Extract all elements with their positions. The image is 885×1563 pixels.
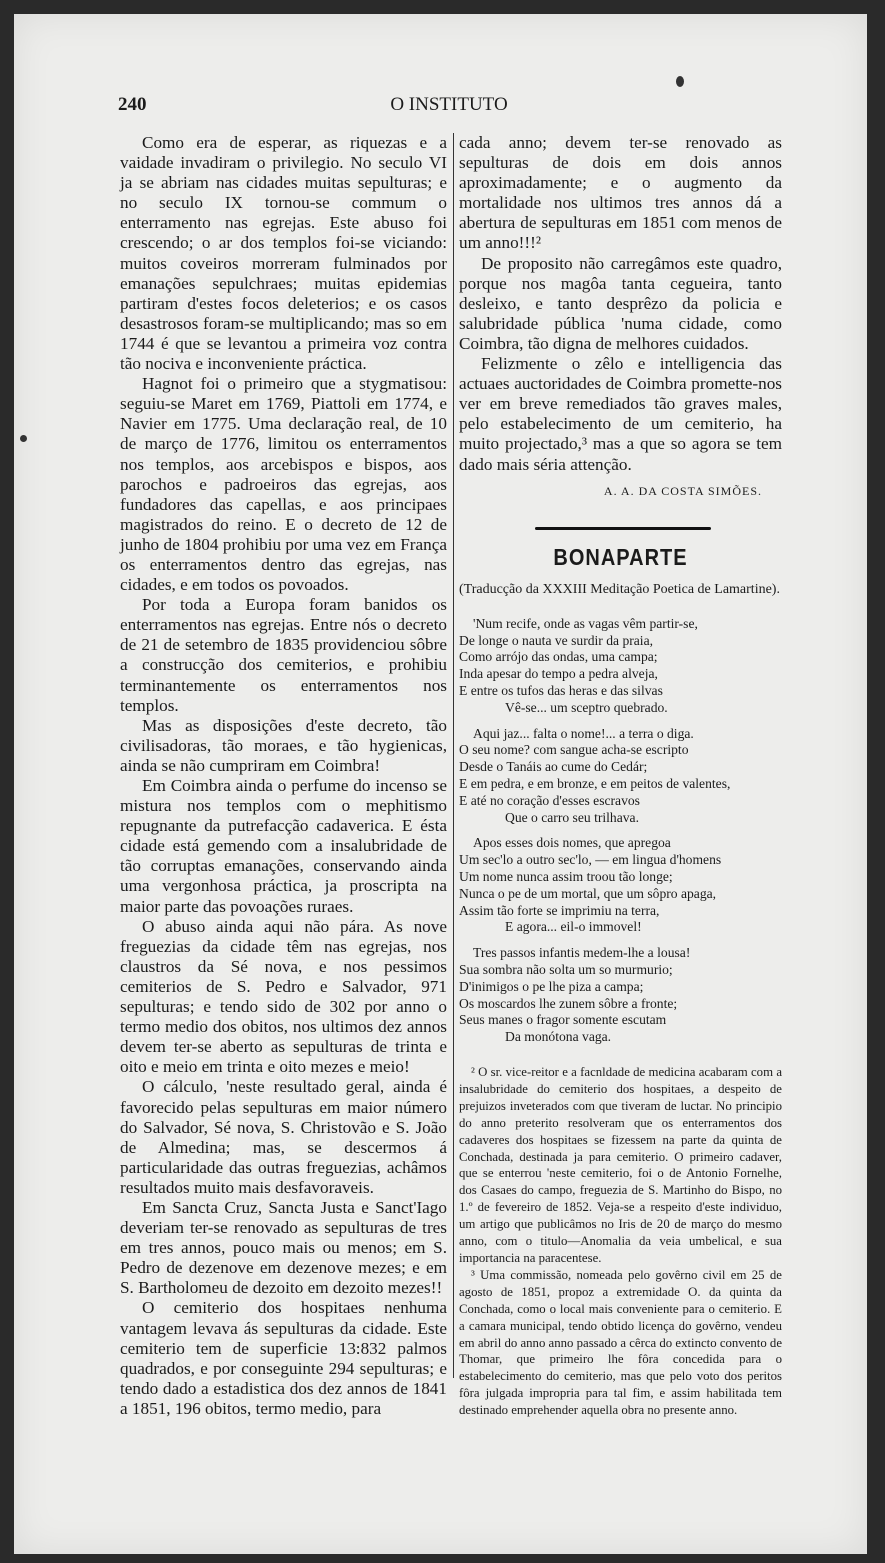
column-divider [453,133,454,1378]
ink-dot [20,435,27,442]
verse-line: Desde o Tanáis ao cume do Cedár; [459,759,648,775]
footnote: ³ Uma commissão, nomeada pelo govêrno civil em 25 de agosto de 1851, propoz a extremidade O. da quinta da Conchada, como o local mais conveniente para o cemiterio. E a camara municipal, tendo obtido licença do govêrno, vendeu em abril do anno anno passado a cêrca do extincto convento de Thomar, que primeiro lhe fôra concedida para o estabelecimento do cemiterio, mas que pelo voto dos peritos fôra julgada impropria para tal fim, e assim habilitada tem destinado emprehender aquella obra no presente anno. [459,1267,783,1418]
verse-line: E em pedra, e em bronze, e em peitos de valentes, [459,776,731,792]
verse-line: Nunca o pe de um mortal, que um sôpro apaga, [459,885,717,901]
verse-line: Assim tão forte se imprimiu na terra, [459,902,660,918]
verse-line: E agora... eil-o immovel! [505,919,642,935]
stanza [459,835,782,936]
footnote: ² O sr. vice-reitor e a facnldade de medicina acabaram com a insalubridade do cemiterio dos hospitaes, a despeito de prejuizos inveterados com que tiveram de luctar. No principio do anno preterito resolveram que os enterramentos dos cadaveres dos hospitaes se fizessem na parte da quinta de Conchada, destinada ja para cemiterio. O primeiro cadaver, que se enterrou 'neste cemiterio, foi o de Antonio Fornelhe, dos Casaes do campo, freguezia de S. Martinho do Bispo, no 1.º de fevereiro de 1852. Veja-se a respeito d'este individuo, um artigo que publicâmos no Iris de 20 de março do mesmo anno, com o titulo—Anomalia da veia umbelical, e sua importancia na paracentese. [459,1065,782,1265]
page-number: 240 [118,94,147,115]
section-divider [535,527,711,530]
paragraph: Como era de esperar, as riquezas e a vaidade invadiram o privilegio. No seculo VI ja se abriam nas cidades muitas sepulturas; e no seculo IX tornou-se commum o enterramento nas egrejas. Este abuso foi crescendo; o ar dos templos foi-se viciando: muitos coveiros morreram fulminados por emanações sepulchraes; muitas epidemias partiram d'estes focos deleterios; e os casos desastrosos foram-se multiplicando; mas so em 1744 é que se levantou a primeira voz contra tão nociva e inconveniente práctica. [120,133,447,374]
paragraph: Felizmente o zêlo e intelligencia das actuaes auctoridades de Coimbra promette-nos ver em breve remediados tão graves males, pelo estabelecimento de um cemiterio, ha muito projectado,³ mas a que so agora se tem dado mais séria attenção. [459,354,782,474]
poem-title: BONAPARTE [553,545,688,571]
paragraph-continuation: cada anno; devem ter-se renovado as sepulturas de dois em dois annos aproximadamente; e o augmento da mortalidade nos ultimos tres annos dá a abertura de sepulturas em 1851 com menos de um anno!!!² [459,133,782,253]
ink-stain [676,76,684,87]
paragraph: Em Coimbra ainda o perfume do incenso se mistura nos templos com o mephitismo repugnante da putrefacção cadaverica. E ésta cidade está gemendo com a insalubridade de tão corruptas emanações, conservando ainda uma vergonhosa práctica, ja proscripta na maior parte das povoações ruraes. [120,776,447,916]
verse-line: Um nome nunca assim troou tão longe; [459,869,673,885]
verse-line: Apos esses dois nomes, que apregoa [473,835,671,851]
right-column [459,133,782,1419]
paragraph: Em Sancta Cruz, Sancta Justa e Sanct'Iago deveriam ter-se renovado as sepulturas de tres em tres annos, pouco mais ou menos; em S. Pedro de dezenove em dezenove mezes; e em S. Bartholomeu de dezoito em dezoito mezes!! [120,1197,447,1298]
paragraph: O abuso ainda aqui não pára. As nove freguezias da cidade têm nas egrejas, nos claustros da Sé nova, e nos pessimos cemiterios de S. Pedro e Salvador, 971 sepulturas; e tendo sido de 302 por anno o termo medio dos obitos, nos ultimos dez annos devem ter-se aberto as sepulturas de trinta e oito e meio em trinta e oito mezes e meio! [120,916,447,1077]
paragraph: Por toda a Europa foram banidos os enterramentos nas egrejas. Entre nós o decreto de 21 de setembro de 1835 providenciou sôbre a construcção dos cemiterios, e prohibiu terminantemente os enterramentos nos templos. [120,595,447,715]
verse-line: Os moscardos lhe zunem sôbre a fronte; [459,995,678,1011]
verse-line: Como arrójo das ondas, uma campa; [459,649,658,665]
page-header [118,94,780,120]
verse-line: D'inimigos o pe lhe piza a campa; [459,978,644,994]
author-signature: A. A. DA COSTA SIMÕES. [603,483,762,498]
verse-line: O seu nome? com sangue acha-se escripto [459,742,689,758]
stanza [459,945,782,1046]
verse-line: Sua sombra não solta um so murmurio; [459,962,673,978]
verse-line: E entre os tufos das heras e das silvas [459,683,663,699]
verse-line: Inda apesar do tempo a pedra alveja, [459,666,658,682]
verse-line: Da monótona vaga. [505,1029,612,1045]
running-title: O INSTITUTO [390,94,508,115]
verse-line: Seus manes o fragor somente escutam [459,1012,667,1028]
verse-line: Um sec'lo a outro sec'lo, — em lingua d'homens [459,852,722,868]
verse-line: Vê-se... um sceptro quebrado. [505,699,668,715]
left-column [120,133,447,1419]
stanza [459,726,782,827]
poem-subtitle: (Traducção da XXXIII Meditação Poetica de Lamartine). [459,581,780,597]
verse-line: De longe o nauta ve surdir da praia, [459,632,654,648]
paragraph: Hagnot foi o primeiro que a stygmatisou: seguiu-se Maret em 1769, Piattoli em 1774, e Navier em 1775. Uma declaração real, de 10 de março de 1776, limitou os enterramentos nos templos, aos arcebispos e bispos, aos parochos e padroeiros das egrejas, aos fundadores das capellas, e aos principaes magistrados do reino. E o decreto de 12 de junho de 1804 prohibiu por uma vez em França os enterramentos dentro das egrejas, nas cidades, e em todos os povoados. [120,374,447,595]
poem [459,616,782,1046]
verse-line: Que o carro seu trilhava. [505,809,639,825]
footnotes [459,1064,782,1419]
stanza [459,616,782,717]
verse-line: E até no coração d'esses escravos [459,792,640,808]
verse-line: 'Num recife, onde as vagas vêm partir-se, [473,615,698,631]
paragraph: O cemiterio dos hospitaes nenhuma vantagem levava ás sepulturas da cidade. Este cemiterio tem de superficie 13:832 palmos quadrados, e por conseguinte 294 sepulturas; e tendo dado a estadistica dos dez annos de 1841 a 1851, 196 obitos, termo medio, para [120,1298,447,1418]
paragraph: Mas as disposições d'este decreto, tão civilisadoras, tão moraes, e tão hygienicas, ainda se não cumpriram em Coimbra! [120,715,447,775]
verse-line: Tres passos infantis medem-lhe a lousa! [473,945,691,961]
paragraph: De proposito não carregâmos este quadro, porque nos magôa tanta cegueira, tanto desleixo, e tanto desprêzo da policia e salubridade pública 'numa cidade, como Coimbra, tão digna de melhores cuidados. [459,253,782,353]
verse-line: Aqui jaz... falta o nome!... a terra o diga. [473,725,694,741]
paragraph: O cálculo, 'neste resultado geral, ainda é favorecido pelas sepulturas em maior número do Salvador, Sé nova, S. Christovão e S. João de Almedina; mas, se descermos á particularidade das outras freguezias, achâmos resultados muito mais desfavoraveis. [120,1077,447,1197]
